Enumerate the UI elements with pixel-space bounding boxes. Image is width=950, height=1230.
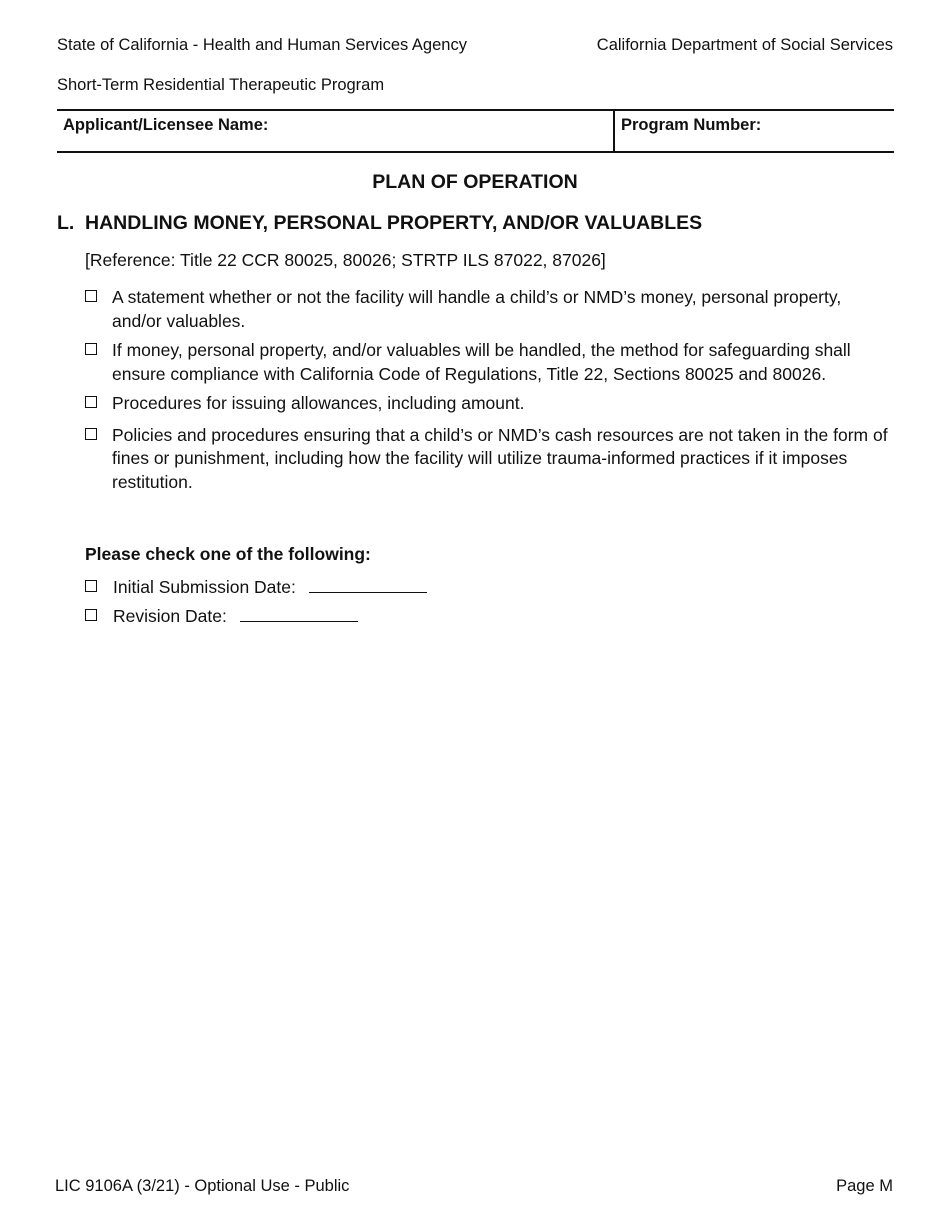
initial-submission-row (85, 576, 427, 598)
section-title: HANDLING MONEY, PERSONAL PROPERTY, AND/OR VALUABLES (85, 212, 703, 234)
revision-label: Revision Date: (113, 606, 227, 626)
checkbox-icon[interactable] (85, 396, 97, 408)
program-name: Short-Term Residential Therapeutic Program (57, 76, 385, 94)
checkbox-icon[interactable] (85, 428, 97, 440)
requirements-checklist (85, 286, 895, 500)
identification-table (57, 109, 894, 153)
checklist-item (85, 286, 895, 333)
applicant-name-field[interactable] (57, 111, 615, 151)
checkbox-icon[interactable] (85, 343, 97, 355)
checklist-item (85, 339, 895, 386)
submission-heading: Please check one of the following: (85, 544, 371, 564)
revision-checkbox[interactable] (85, 609, 97, 621)
checklist-item-text: If money, personal property, and/or valuables will be handled, the method for safeguarding shall ensure compliance with California Code of Regulations, Title 22, Sections 80025 and 80026. (112, 340, 851, 384)
initial-submission-label: Initial Submission Date: (113, 577, 296, 597)
department-name: California Department of Social Services (596, 36, 893, 54)
applicant-name-label: Applicant/Licensee Name: (63, 116, 269, 134)
revision-date-field[interactable] (240, 605, 358, 622)
checklist-item (85, 424, 895, 495)
form-title: PLAN OF OPERATION (372, 171, 578, 193)
checklist-item-text: Procedures for issuing allowances, including amount. (112, 393, 525, 413)
page-number: Page M (836, 1177, 893, 1195)
program-number-field[interactable] (615, 111, 894, 151)
checklist-item-text: A statement whether or not the facility will handle a child’s or NMD’s money, personal property, and/or valuables. (112, 287, 842, 331)
checklist-item-text: Policies and procedures ensuring that a child’s or NMD’s cash resources are not taken in the form of fines or punishment, including how the facility will utilize trauma-informed practices if it imposes restitution. (112, 424, 888, 492)
initial-submission-date-field[interactable] (309, 576, 427, 593)
program-number-label: Program Number: (621, 116, 762, 134)
section-letter: L. (57, 212, 75, 234)
agency-name: State of California - Health and Human Services Agency (57, 36, 467, 54)
form-identifier: LIC 9106A (3/21) - Optional Use - Public (55, 1177, 350, 1195)
revision-row (85, 605, 358, 627)
checklist-item (85, 392, 895, 416)
section-reference: [Reference: Title 22 CCR 80025, 80026; STRTP ILS 87022, 87026] (85, 250, 606, 270)
checkbox-icon[interactable] (85, 290, 97, 302)
initial-submission-checkbox[interactable] (85, 580, 97, 592)
